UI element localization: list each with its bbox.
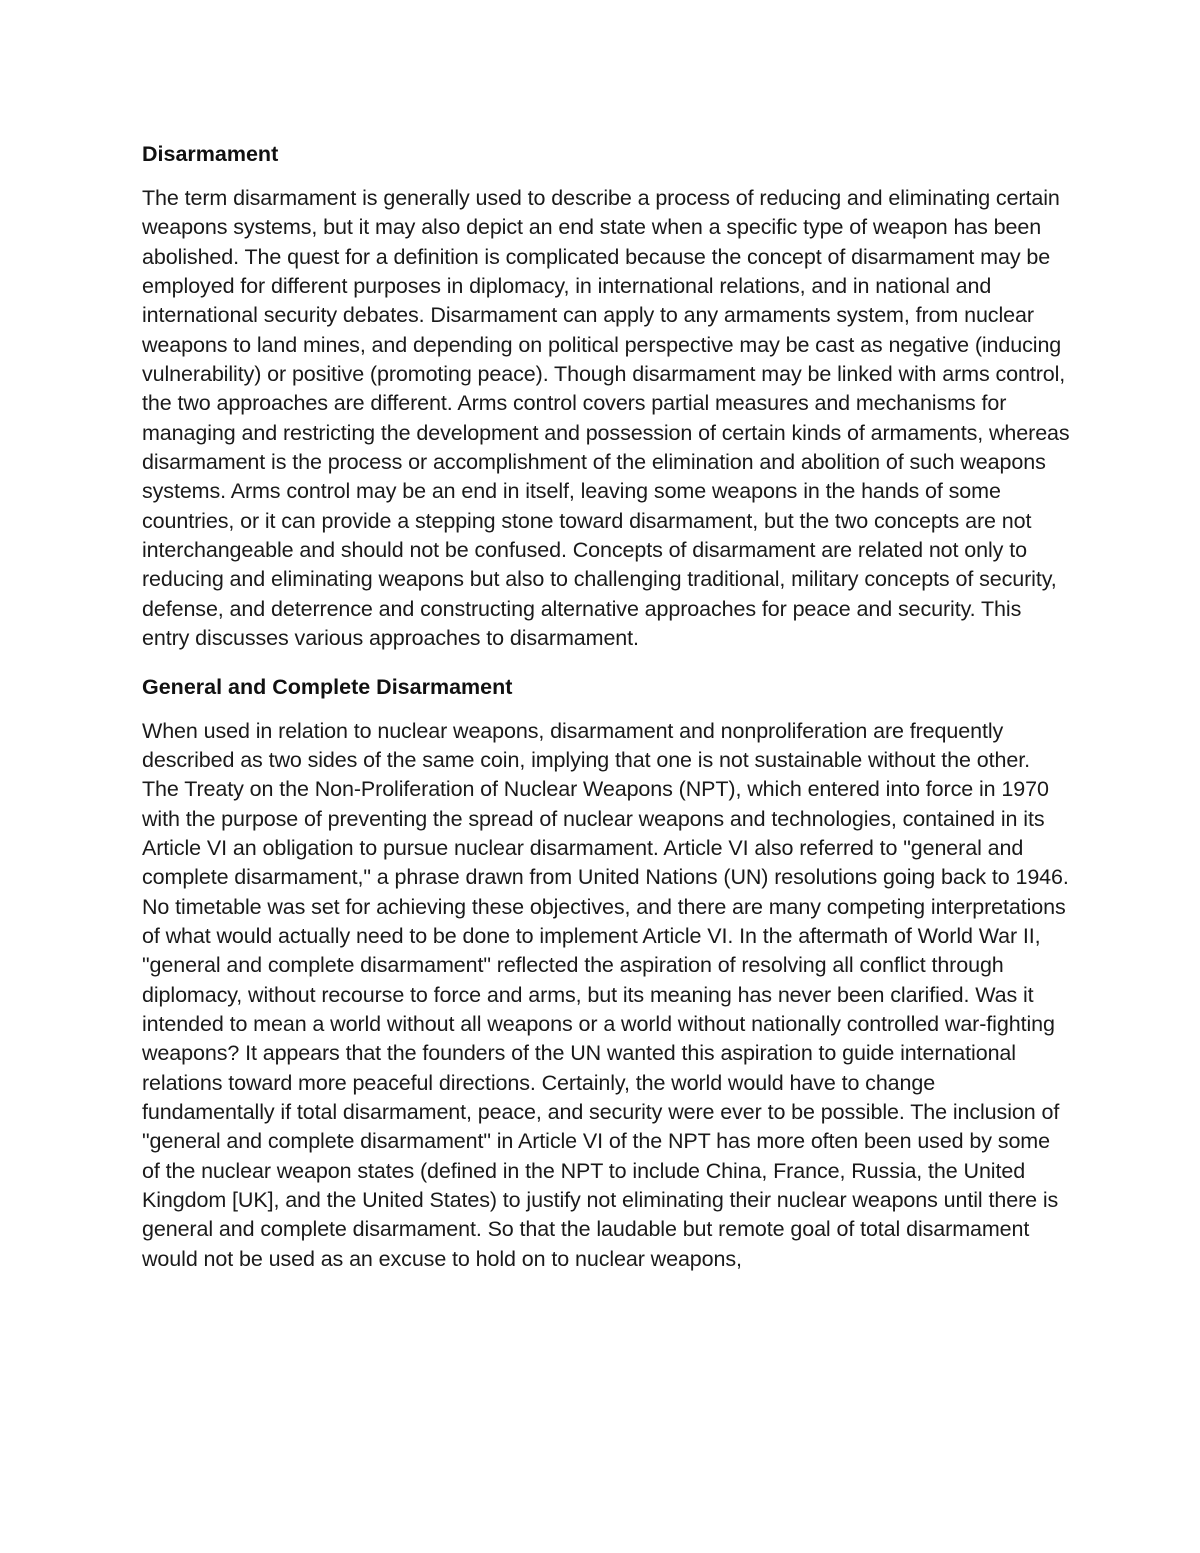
section-heading-general-complete-disarmament: General and Complete Disarmament — [142, 674, 513, 699]
section-body-general-complete-disarmament: When used in relation to nuclear weapons, disarmament and nonproliferation are frequently described as two sides of the same coin, implying that one is not sustainable without the other. The Treaty on the Non-Proliferation of Nuclear Weapons (NPT), which entered into force in 1970 with the purpose of preventing the spread of nuclear weapons and technologies, contained in its Article VI an obligation to pursue nuclear disarmament. Article VI also referred to "general and complete disarmament," a phrase drawn from United Nations (UN) resolutions going back to 1946. No timetable was set for achieving these objectives, and there are many competing interpretations of what would actually need to be done to implement Article VI. In the aftermath of World War II, "general and complete disarmament" reflected the aspiration of resolving all conflict through diplomacy, without recourse to force and arms, but its meaning has never been clarified. Was it intended to mean a world without all weapons or a world without nationally controlled war-fighting weapons? It appears that the founders of the UN wanted this aspiration to guide international relations toward more peaceful directions. Certainly, the world would have to change fundamentally if total disarmament, peace, and security were ever to be possible. The inclusion of "general and complete disarmament" in Article VI of the NPT has more often been used by some of the nuclear weapon states (defined in the NPT to include China, France, Russia, the United Kingdom [UK], and the United States) to justify not eliminating their nuclear weapons until there is general and complete disarmament. So that the laudable but remote goal of total disarmament would not be used as an excuse to hold on to nuclear weapons, — [142, 718, 1069, 1271]
document-content — [142, 139, 1072, 1292]
section-body-disarmament: The term disarmament is generally used to describe a process of reducing and eliminating certain weapons systems, but it may also depict an end state when a specific type of weapon has been abolished. The quest for a definition is complicated because the concept of disarmament may be employed for different purposes in diplomacy, in international relations, and in national and international security debates. Disarmament can apply to any armaments system, from nuclear weapons to land mines, and depending on political perspective may be cast as negative (inducing vulnerability) or positive (promoting peace). Though disarmament may be linked with arms control, the two approaches are different. Arms control covers partial measures and mechanisms for managing and restricting the development and possession of certain kinds of armaments, whereas disarmament is the process or accomplishment of the elimination and abolition of such weapons systems. Arms control may be an end in itself, leaving some weapons in the hands of some countries, or it can provide a stepping stone toward disarmament, but the two concepts are not interchangeable and should not be confused. Concepts of disarmament are related not only to reducing and eliminating weapons but also to challenging traditional, military concepts of security, defense, and deterrence and constructing alternative approaches for peace and security. This entry discusses various approaches to disarmament. — [142, 186, 1070, 651]
section-heading-disarmament: Disarmament — [142, 142, 279, 166]
